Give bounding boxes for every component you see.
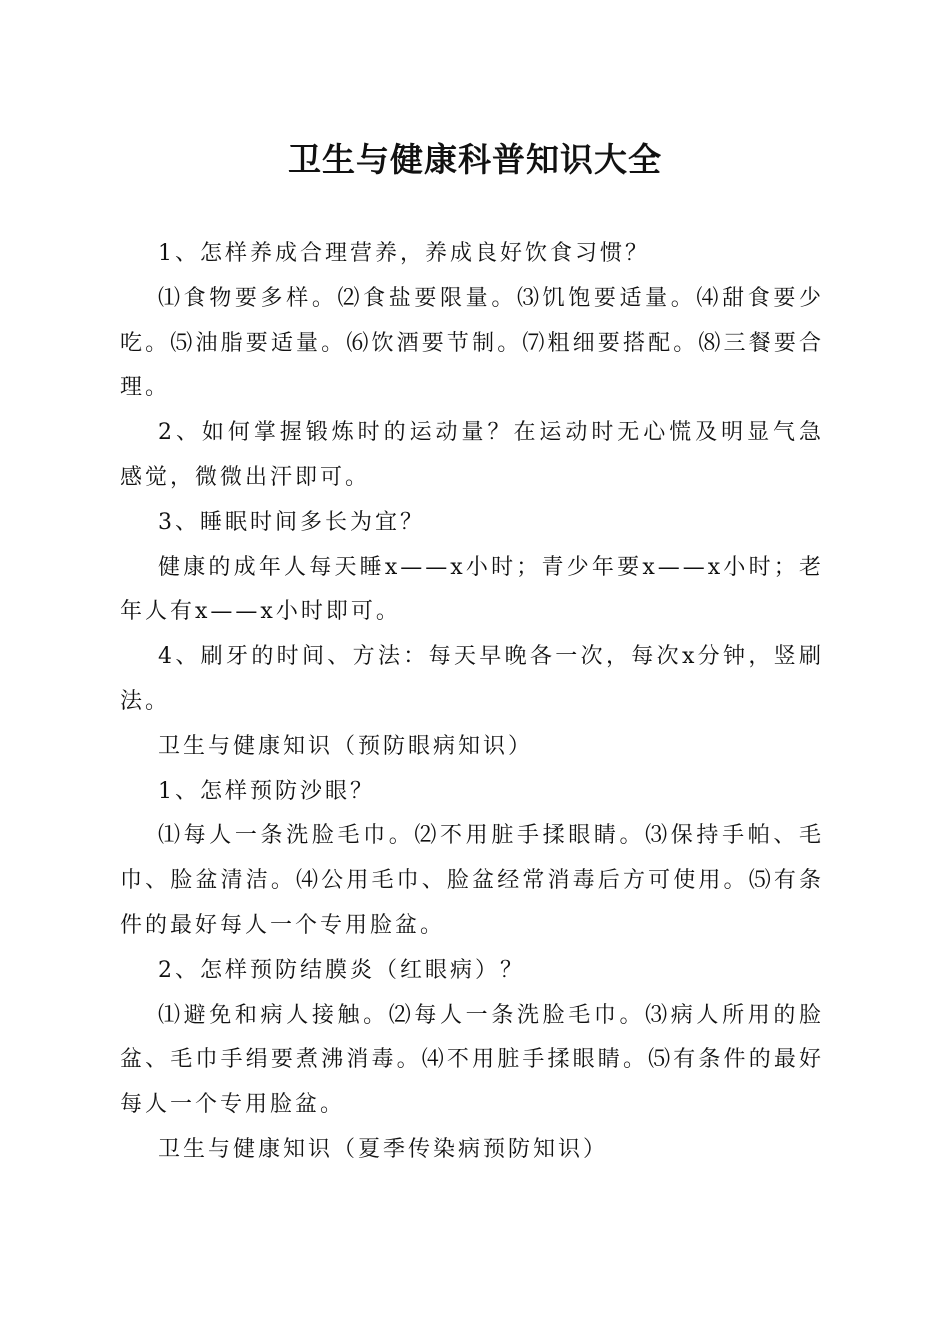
document-title: 卫生与健康科普知识大全 — [288, 140, 662, 179]
question-exercise: 2、如何掌握锻炼时的运动量？在运动时无心慌及明显气急感觉，微微出汗即可。 — [120, 420, 824, 490]
section-heading-eye-disease: 卫生与健康知识（预防眼病知识） — [158, 733, 534, 759]
question-nutrition: 1、怎样养成合理营养，养成良好饮食习惯？ — [158, 241, 650, 266]
question-conjunctivitis: 2、怎样预防结膜炎（红眼病）？ — [158, 957, 525, 983]
answer-conjunctivitis: ⑴避免和病人接触。⑵每人一条洗脸毛巾。⑶病人所用的脸盆、毛巾手绢要煮沸消毒。⑷不用脏手揉眼睛。⑸有条件的最好每人一个专用脸盆。 — [120, 1002, 824, 1118]
section-heading-summer-disease: 卫生与健康知识（夏季传染病预防知识） — [158, 1136, 609, 1162]
document-body — [120, 232, 824, 1173]
question-sleep: 3、睡眠时间多长为宜？ — [158, 509, 425, 535]
answer-trachoma: ⑴每人一条洗脸毛巾。⑵不用脏手揉眼睛。⑶保持手帕、毛巾、脸盆清洁。⑷公用毛巾、脸盆经常消毒后方可使用。⑸有条件的最好每人一个专用脸盆。 — [120, 823, 824, 938]
answer-nutrition: ⑴食物要多样。⑵食盐要限量。⑶饥饱要适量。⑷甜食要少吃。⑸油脂要适量。⑹饮酒要节制。⑺粗细要搭配。⑻三餐要合理。 — [120, 285, 824, 401]
question-brushing: 4、刷牙的时间、方法：每天早晚各一次，每次x分钟，竖刷法。 — [120, 644, 824, 714]
answer-sleep: 健康的成年人每天睡x——x小时；青少年要x——x小时；老年人有x——x小时即可。 — [120, 554, 824, 625]
question-trachoma: 1、怎样预防沙眼？ — [158, 778, 375, 804]
